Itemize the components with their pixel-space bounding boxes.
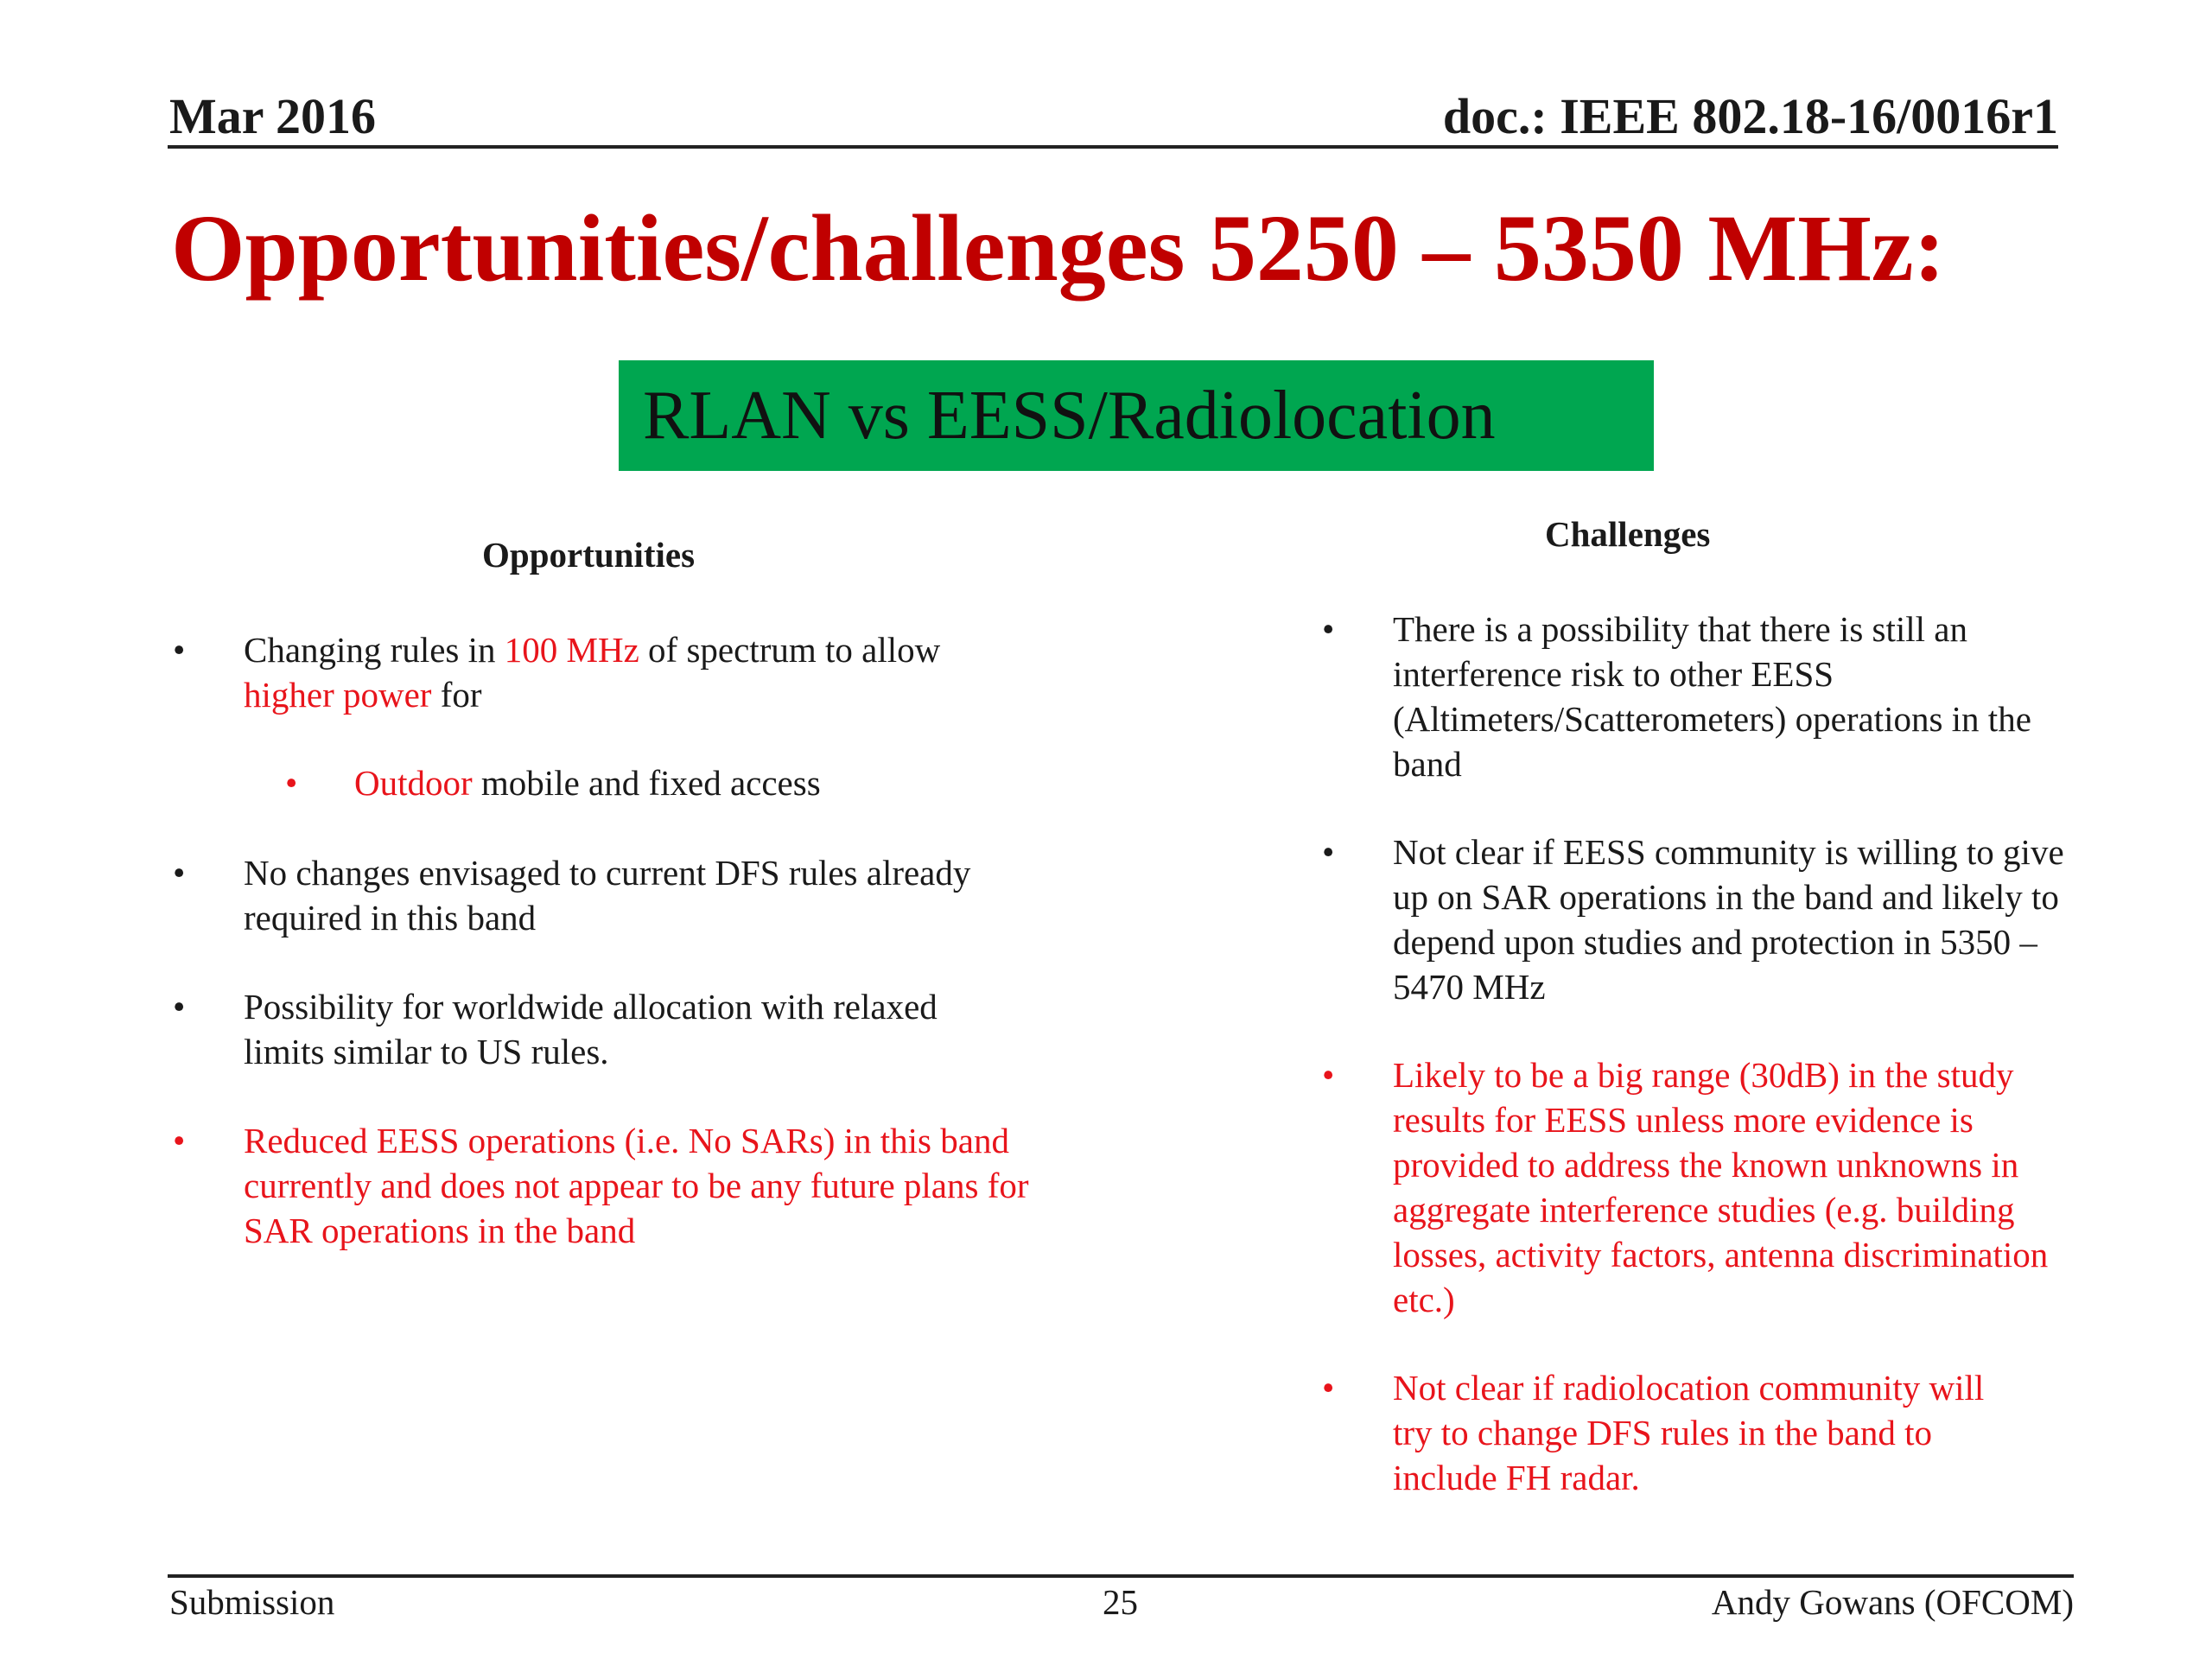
bullet: •: [173, 1121, 186, 1160]
opportunity-item-2: [173, 850, 1037, 940]
sub1-text-highlight: Outdoor: [354, 763, 473, 803]
chal1-text: There is a possibility that there is still an interference risk to other EESS (Altimeters/Scatterometers) operations in the band: [1393, 609, 2031, 784]
chal4-text: Not clear if radiolocation community will try to change DFS rules in the band to include FH radar.: [1393, 1368, 1985, 1497]
header-date: Mar 2016: [169, 88, 376, 144]
subtitle-banner: RLAN vs EESS/Radiolocation: [619, 360, 1654, 471]
opp4-text: Reduced EESS operations (i.e. No SARs) in this band currently and does not appear to be any future plans for SAR operations in the band: [244, 1121, 1029, 1250]
page-number: 25: [1103, 1582, 1138, 1622]
challenge-item-4: [1322, 1365, 2082, 1500]
chal3-text: Likely to be a big range (30dB) in the study results for EESS unless more evidence is provided to address the known unknowns in aggregate interference studies (e.g. building losses, activity factors, antenna discrimination etc.): [1393, 1055, 2049, 1319]
opp1-text-a: Changing rules in: [244, 630, 505, 670]
footer-author: Andy Gowans (OFCOM): [1711, 1582, 2074, 1622]
challenge-item-2: [1322, 830, 2082, 1009]
opp1-text-highlight-spectrum: 100 MHz: [504, 630, 639, 670]
bullet: •: [173, 987, 186, 1027]
opp2-text: No changes envisaged to current DFS rules already required in this band: [244, 853, 971, 938]
header-doc-id: doc.: IEEE 802.18-16/0016r1: [1442, 88, 2058, 144]
bullet: •: [173, 853, 186, 893]
sub-bullet: •: [285, 763, 298, 803]
slide-title: Opportunities/challenges 5250 – 5350 MHz:: [171, 195, 1946, 301]
opportunity-item-4: [173, 1118, 1037, 1253]
challenge-item-3: [1322, 1052, 2082, 1322]
bullet: •: [1322, 1055, 1335, 1095]
opportunity-subitem-1: [285, 760, 1063, 805]
opp1-text-highlight-power: higher power: [244, 675, 432, 715]
challenge-item-1: [1322, 607, 2082, 786]
opportunity-item-1: [173, 627, 1037, 717]
opp1-text-c: for: [431, 675, 482, 715]
bullet: •: [1322, 832, 1335, 872]
bullet: •: [173, 630, 186, 670]
opp3-text: Possibility for worldwide allocation with relaxed limits similar to US rules.: [244, 987, 938, 1071]
chal2-text: Not clear if EESS community is willing to give up on SAR operations in the band and likely to depend upon studies and protection in 5350 – 5470 MHz: [1393, 832, 2064, 1007]
opportunity-item-3: [173, 984, 1037, 1074]
footer-submission: Submission: [169, 1582, 335, 1622]
bullet: •: [1322, 609, 1335, 649]
bullet: •: [1322, 1368, 1335, 1408]
header-divider: [168, 145, 2058, 149]
challenges-heading: Challenges: [1545, 514, 1711, 554]
opp1-text-b: of spectrum to allow: [639, 630, 941, 670]
sub1-text: mobile and fixed access: [472, 763, 821, 803]
opportunities-heading: Opportunities: [482, 535, 696, 575]
